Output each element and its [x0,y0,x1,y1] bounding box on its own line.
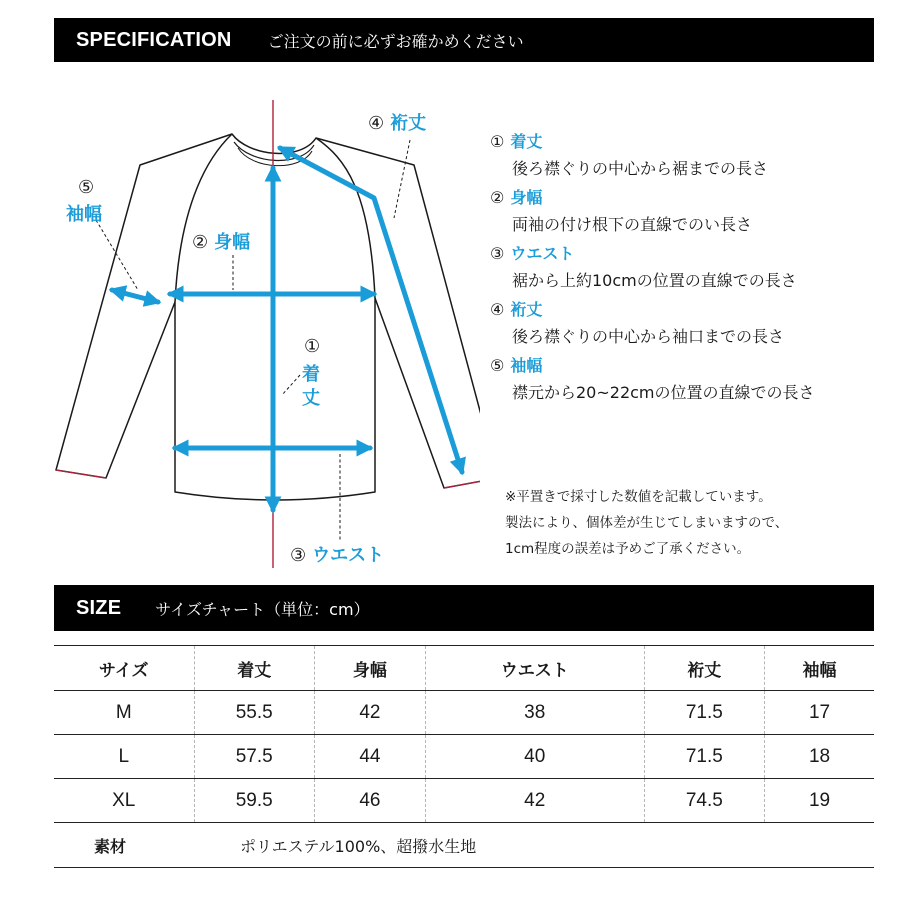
note-line: 製法により、個体差が生じてしまいますので、 [505,515,789,531]
material-label: 素材 [94,836,127,856]
spec-header-bar [54,18,874,62]
legend-name: 身幅 [510,188,543,207]
label-kitake-body-top: 着 [302,364,320,385]
size-title: SIZE [76,596,122,619]
value-cell: 74.5 [644,779,764,823]
value-cell: 40 [425,735,644,779]
value-cell: 59.5 [194,779,314,823]
label-kitake-body-bottom: 丈 [302,388,320,409]
label-sodehaba: 袖幅 [66,204,102,225]
column-header: サイズ [98,660,149,681]
sodehaba-arrow [112,290,158,302]
note-line: ※平置きで採寸した数値を記載しています。 [505,489,772,505]
legend-item [490,184,890,240]
column-header: 着丈 [194,646,314,691]
table-header-row [54,646,874,691]
legend-desc: 後ろ襟ぐりの中心から裾までの長さ [512,159,769,178]
value-cell: 46 [314,779,425,823]
legend-desc: 後ろ襟ぐりの中心から袖口までの長さ [512,327,785,346]
table-row [54,735,874,779]
size-cell: M [115,701,132,723]
legend-desc: 襟元から20~22cmの位置の直線での長さ [512,383,815,402]
label-waist: ③ ウエスト [290,545,385,566]
column-header: 身幅 [314,646,425,691]
value-cell: 44 [314,735,425,779]
value-cell: 18 [765,735,874,779]
label-mihaba: ② 身幅 [192,232,251,253]
value-cell: 71.5 [644,735,764,779]
value-cell: 42 [314,691,425,735]
value-cell: 17 [765,691,874,735]
legend-item [490,296,890,352]
size-subtitle: サイズチャート（単位：cm） [155,599,370,619]
shirt-outline [56,134,480,500]
legend-num: ② [490,188,505,207]
legend-num: ③ [490,244,505,263]
legend-name: ウエスト [510,244,575,263]
leader-lines [96,140,410,540]
spec-title: SPECIFICATION [76,28,232,51]
column-header: ウエスト [425,646,644,691]
legend-name: 袖幅 [510,356,543,375]
legend-num: ⑤ [490,356,505,375]
label-kitake-body-num: ① [304,336,321,357]
column-header: 袖幅 [765,646,874,691]
size-header-bar [54,585,874,631]
value-cell: 38 [425,691,644,735]
value-cell: 57.5 [194,735,314,779]
table-row [54,779,874,823]
spec-subtitle: ご注文の前に必ずお確かめください [267,31,524,51]
legend-item [490,352,890,408]
column-header: 裄丈 [644,646,764,691]
size-table [54,645,874,868]
legend-item [490,240,890,296]
legend-name: 裄丈 [510,300,543,319]
legend-desc: 裾から上約10cmの位置の直線での長さ [512,271,797,290]
legend-num: ④ [490,300,505,319]
material-value: ポリエステル100%、超撥水生地 [240,836,477,856]
legend-desc: 両袖の付け根下の直線でのい長さ [512,215,753,234]
yukitake-arrow [280,148,462,472]
table-row [54,691,874,735]
note-line: 1cm程度の誤差は予めご了承ください。 [505,541,751,557]
size-cell: XL [112,789,136,811]
legend-name: 着丈 [510,132,543,151]
value-cell: 19 [765,779,874,823]
value-cell: 42 [425,779,644,823]
label-sodehaba-num: ⑤ [78,177,95,198]
shirt-diagram [0,62,480,582]
material-row [54,823,874,868]
size-cell: L [118,745,130,767]
measurement-legend [490,128,890,408]
label-kitake: ④ 裄丈 [368,113,427,134]
value-cell: 55.5 [194,691,314,735]
legend-item [490,128,890,184]
measurement-note [505,484,875,562]
legend-num: ① [490,132,505,151]
value-cell: 71.5 [644,691,764,735]
